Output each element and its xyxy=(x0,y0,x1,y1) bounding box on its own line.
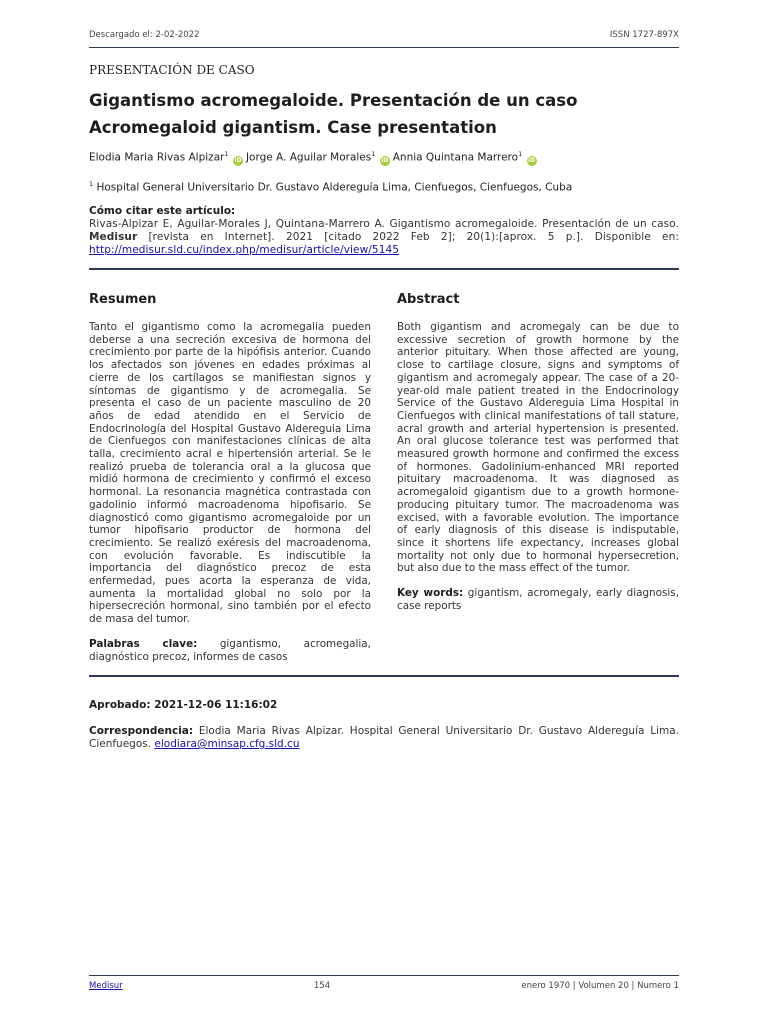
article-url-link[interactable]: http://medisur.sld.cu/index.php/medisur/article/view/5145 xyxy=(89,244,400,256)
article-type-label: PRESENTACIÓN DE CASO xyxy=(89,63,255,77)
abstract-divider xyxy=(89,675,679,677)
author-name: Annia Quintana Marrero xyxy=(392,151,519,164)
author-affil-mark: 1 xyxy=(518,150,523,158)
footer-divider xyxy=(89,975,679,976)
affiliation xyxy=(89,180,572,194)
download-date: Descargado el: 2-02-2022 xyxy=(89,30,200,40)
citation-block xyxy=(89,205,679,257)
affil-text: Hospital General Universitario Dr. Gustavo Aldereguía Lima, Cienfuegos, Cienfuegos, Cuba xyxy=(96,181,573,194)
abstract-heading: Abstract xyxy=(397,292,460,307)
title-spanish: Gigantismo acromegaloide. Presentación de un caso xyxy=(89,91,578,110)
abstract-keywords xyxy=(397,587,679,612)
citation-text xyxy=(89,218,679,257)
title-english: Acromegaloid gigantism. Case presentation xyxy=(89,118,497,137)
affil-mark: 1 xyxy=(89,180,94,188)
author-name: Jorge A. Aguilar Morales xyxy=(245,151,372,164)
abstract-column xyxy=(397,292,679,612)
page-header xyxy=(89,30,679,40)
keywords-label: Palabras clave: xyxy=(89,637,198,650)
page-number: 154 xyxy=(313,981,331,991)
approval-date: Aprobado: 2021-12-06 11:16:02 xyxy=(89,699,278,711)
resumen-heading: Resumen xyxy=(89,292,157,307)
author-affil-mark: 1 xyxy=(371,150,376,158)
citation-details: [revista en Internet]. 2021 [citado 2022 Feb 2]; 20(1):[aprox. 5 p.]. Disponible en: xyxy=(137,231,679,243)
abstract-text: Both gigantism and acromegaly can be due to excessive secretion of growth hormone by the anterior pituitary. When those affected are young, close to cartilage closure, signs and symptoms of gigantism and acromegaly appear. The case of a 20-year-old male patient treated in the Endocrinology Service of the Gustavo Aldereguia Lima Hospital in Cienfuegos with clinical manifestations of tall stature, acral growth and arterial hypertension is presented. An oral glucose tolerance test was performed that measured growth hormone and confirmed the excess of hormones. Gadolinium-enhanced MRI reported pituitary macroadenoma. It was diagnosed as acromegaloid gigantism due to a growth hormone-producing pituitary tumor. The macroadenoma was excised, with a favorable evolution. The importance of early diagnosis of this disease is indisputable, since it shortens life expectancy, increases global mortality not only due to hormonal hypersecretion, but also due to the mass effect of the tumor. xyxy=(397,321,679,575)
orcid-icon[interactable]: iD xyxy=(381,156,389,164)
correspondence-text: Elodia Maria Rivas Alpizar. Hospital General Universitario Dr. Gustavo Aldereguía Lima. Cienfuegos. xyxy=(89,725,679,750)
page-footer xyxy=(89,981,679,991)
email-link[interactable]: elodiara@minsap.cfg.sld.cu xyxy=(154,738,300,750)
resumen-keywords xyxy=(89,638,371,663)
citation-journal: Medisur xyxy=(89,231,138,243)
author-list xyxy=(89,150,540,166)
correspondence xyxy=(89,725,679,751)
correspondence-label: Correspondencia: xyxy=(89,725,194,737)
orcid-icon[interactable]: iD xyxy=(234,156,242,164)
header-divider xyxy=(89,47,679,48)
keywords-values: gigantismo, acromegalia, diagnóstico precoz, informes de casos xyxy=(89,637,371,663)
resumen-column xyxy=(89,292,371,663)
citation-divider xyxy=(89,268,679,270)
citation-line: Rivas-Alpizar E, Aguilar-Morales J, Quintana-Marrero A. Gigantismo acromegaloide. Presentación de un caso. xyxy=(89,218,679,230)
orcid-icon[interactable]: iD xyxy=(528,156,536,164)
keywords-label: Key words: xyxy=(397,587,464,600)
resumen-text: Tanto el gigantismo como la acromegalia pueden deberse a una secreción excesiva de hormona del crecimiento por parte de la hipófisis anterior. Cuando los afectados son jóvenes en edades próximas al cierre de los cartílagos se manifiestan signos y síntomas de gigantismo y de acromegalia. Se presenta el caso de un paciente masculino de 20 años de edad atendido en el Servicio de Endocrinología del Hospital Gustavo Aldereguia Lima de Cienfuegos con manifestaciones clínicas de alta talla, crecimiento acral e hipertensión arterial. Se le realizó prueba de tolerancia oral a la glucosa que midió hormona de crecimiento y confirmó el exceso hormonal. La resonancia magnética contrastada con gadolinio informó macroadenoma hipofisario. Se diagnosticó como gigantismo acromegaloide por un tumor hipofisario productor de hormona del crecimiento. Se realizó exéresis del macroadenoma, con evolución favorable. Es indiscutible la importancia del diagnóstico precoz de esta enfermedad, pues acorta la esperanza de vida, aumenta la mortalidad global no solo por la hipersecreción hormonal, sino también por el efecto de masa del tumor. xyxy=(89,321,371,626)
author-name: Elodia Maria Rivas Alpizar xyxy=(89,151,225,164)
issue-info: enero 1970 | Volumen 20 | Numero 1 xyxy=(521,981,679,991)
author-affil-mark: 1 xyxy=(224,150,229,158)
journal-link[interactable]: Medisur xyxy=(89,981,123,991)
keywords-values: gigantism, acromegaly, early diagnosis, case reports xyxy=(397,587,680,612)
citation-heading: Cómo citar este artículo: xyxy=(89,205,236,217)
issn: ISSN 1727-897X xyxy=(609,30,679,40)
